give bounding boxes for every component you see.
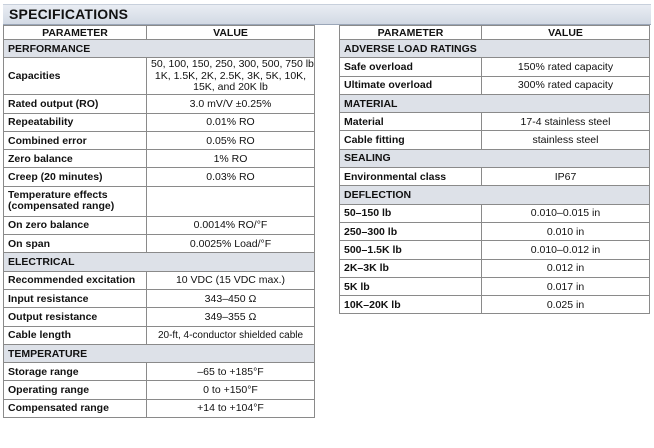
- section-row: [340, 149, 650, 167]
- value-recommended-excitation: 10 VDC (15 VDC max.): [147, 271, 315, 289]
- param-ultimate-overload: Ultimate overload: [340, 76, 482, 94]
- table-row: [4, 363, 315, 381]
- value-ultimate-overload: 300% rated capacity: [482, 76, 650, 94]
- section-adverse-load-ratings: ADVERSE LOAD RATINGS: [340, 40, 650, 58]
- param-on-zero-balance: On zero balance: [4, 216, 147, 234]
- param-deflection-10k-20k: 10K–20K lb: [340, 296, 482, 314]
- value-deflection-5k: 0.017 in: [482, 277, 650, 295]
- section-sealing: SEALING: [340, 149, 650, 167]
- value-deflection-10k-20k: 0.025 in: [482, 296, 650, 314]
- table-row: [4, 308, 315, 326]
- header-row: [4, 26, 315, 40]
- param-temperature-effects-line1: Temperature effects: [8, 188, 108, 201]
- param-deflection-2k-3k: 2K–3K lb: [340, 259, 482, 277]
- value-deflection-2k-3k: 0.012 in: [482, 259, 650, 277]
- section-deflection: DEFLECTION: [340, 186, 650, 204]
- table-row: [4, 399, 315, 417]
- table-row: [4, 271, 315, 289]
- table-row: [340, 296, 650, 314]
- value-capacities-line2: 1K, 1.5K, 2K, 2.5K, 3K, 5K, 10K,: [154, 69, 307, 82]
- left-spec-table: [3, 25, 315, 418]
- table-row: [4, 289, 315, 307]
- value-deflection-50-150: 0.010–0.015 in: [482, 204, 650, 222]
- param-temperature-effects: [4, 186, 147, 216]
- table-row: [4, 113, 315, 131]
- header-row: [340, 26, 650, 40]
- param-on-span: On span: [4, 235, 147, 253]
- param-temperature-effects-line2: (compensated range): [8, 200, 115, 213]
- value-capacities: [147, 58, 315, 95]
- value-compensated-range: +14 to +104°F: [147, 399, 315, 417]
- table-row: [4, 131, 315, 149]
- param-rated-output: Rated output (RO): [4, 95, 147, 113]
- param-output-resistance: Output resistance: [4, 308, 147, 326]
- table-row: [340, 168, 650, 186]
- value-environmental-class: IP67: [482, 168, 650, 186]
- table-row: [340, 113, 650, 131]
- section-row: [4, 253, 315, 271]
- param-capacities: Capacities: [4, 58, 147, 95]
- param-deflection-250-300: 250–300 lb: [340, 222, 482, 240]
- value-cable-length: 20-ft, 4-conductor shielded cable: [147, 326, 315, 344]
- value-storage-range: –65 to +185°F: [147, 363, 315, 381]
- param-compensated-range: Compensated range: [4, 399, 147, 417]
- param-deflection-50-150: 50–150 lb: [340, 204, 482, 222]
- param-creep: Creep (20 minutes): [4, 168, 147, 186]
- value-rated-output: 3.0 mV/V ±0.25%: [147, 95, 315, 113]
- value-creep: 0.03% RO: [147, 168, 315, 186]
- value-input-resistance: 343–450 Ω: [147, 289, 315, 307]
- specifications-title-bar: [3, 4, 651, 25]
- param-operating-range: Operating range: [4, 381, 147, 399]
- section-row: [4, 344, 315, 362]
- value-combined-error: 0.05% RO: [147, 131, 315, 149]
- table-row: [340, 259, 650, 277]
- param-zero-balance: Zero balance: [4, 150, 147, 168]
- value-deflection-250-300: 0.010 in: [482, 222, 650, 240]
- param-repeatability: Repeatability: [4, 113, 147, 131]
- table-row: [340, 241, 650, 259]
- param-environmental-class: Environmental class: [340, 168, 482, 186]
- table-row: [4, 326, 315, 344]
- value-on-zero-balance: 0.0014% RO/°F: [147, 216, 315, 234]
- value-cable-fitting: stainless steel: [482, 131, 650, 149]
- table-row: [4, 95, 315, 113]
- value-output-resistance: 349–355 Ω: [147, 308, 315, 326]
- param-combined-error: Combined error: [4, 131, 147, 149]
- param-recommended-excitation: Recommended excitation: [4, 271, 147, 289]
- section-row: [340, 40, 650, 58]
- table-row: [340, 204, 650, 222]
- table-row: [4, 150, 315, 168]
- section-performance: PERFORMANCE: [4, 40, 315, 58]
- param-safe-overload: Safe overload: [340, 58, 482, 76]
- section-row: [340, 94, 650, 112]
- value-header: VALUE: [482, 26, 650, 40]
- value-material: 17-4 stainless steel: [482, 113, 650, 131]
- table-row: [340, 131, 650, 149]
- section-electrical: ELECTRICAL: [4, 253, 315, 271]
- param-material: Material: [340, 113, 482, 131]
- value-capacities-line3: 15K, and 20K lb: [193, 81, 268, 94]
- table-row: [4, 381, 315, 399]
- table-row: [4, 168, 315, 186]
- value-operating-range: 0 to +150°F: [147, 381, 315, 399]
- parameter-header: PARAMETER: [4, 26, 147, 40]
- value-on-span: 0.0025% Load/°F: [147, 235, 315, 253]
- param-input-resistance: Input resistance: [4, 289, 147, 307]
- param-deflection-5k: 5K lb: [340, 277, 482, 295]
- table-row: [340, 222, 650, 240]
- table-row: [340, 277, 650, 295]
- table-row: [340, 58, 650, 76]
- right-spec-table: [339, 25, 650, 314]
- value-repeatability: 0.01% RO: [147, 113, 315, 131]
- parameter-header: PARAMETER: [340, 26, 482, 40]
- param-cable-fitting: Cable fitting: [340, 131, 482, 149]
- value-zero-balance: 1% RO: [147, 150, 315, 168]
- section-row: [4, 40, 315, 58]
- param-cable-length: Cable length: [4, 326, 147, 344]
- param-deflection-500-1-5k: 500–1.5K lb: [340, 241, 482, 259]
- value-deflection-500-1-5k: 0.010–0.012 in: [482, 241, 650, 259]
- value-temperature-effects: [147, 186, 315, 216]
- value-safe-overload: 150% rated capacity: [482, 58, 650, 76]
- section-material: MATERIAL: [340, 94, 650, 112]
- table-row: [4, 186, 315, 216]
- table-row: [4, 58, 315, 95]
- section-temperature: TEMPERATURE: [4, 344, 315, 362]
- value-header: VALUE: [147, 26, 315, 40]
- table-row: [340, 76, 650, 94]
- value-capacities-line1: 50, 100, 150, 250, 300, 500, 750 lb: [151, 58, 314, 71]
- table-row: [4, 235, 315, 253]
- page-title: SPECIFICATIONS: [9, 6, 129, 22]
- param-storage-range: Storage range: [4, 363, 147, 381]
- section-row: [340, 186, 650, 204]
- table-row: [4, 216, 315, 234]
